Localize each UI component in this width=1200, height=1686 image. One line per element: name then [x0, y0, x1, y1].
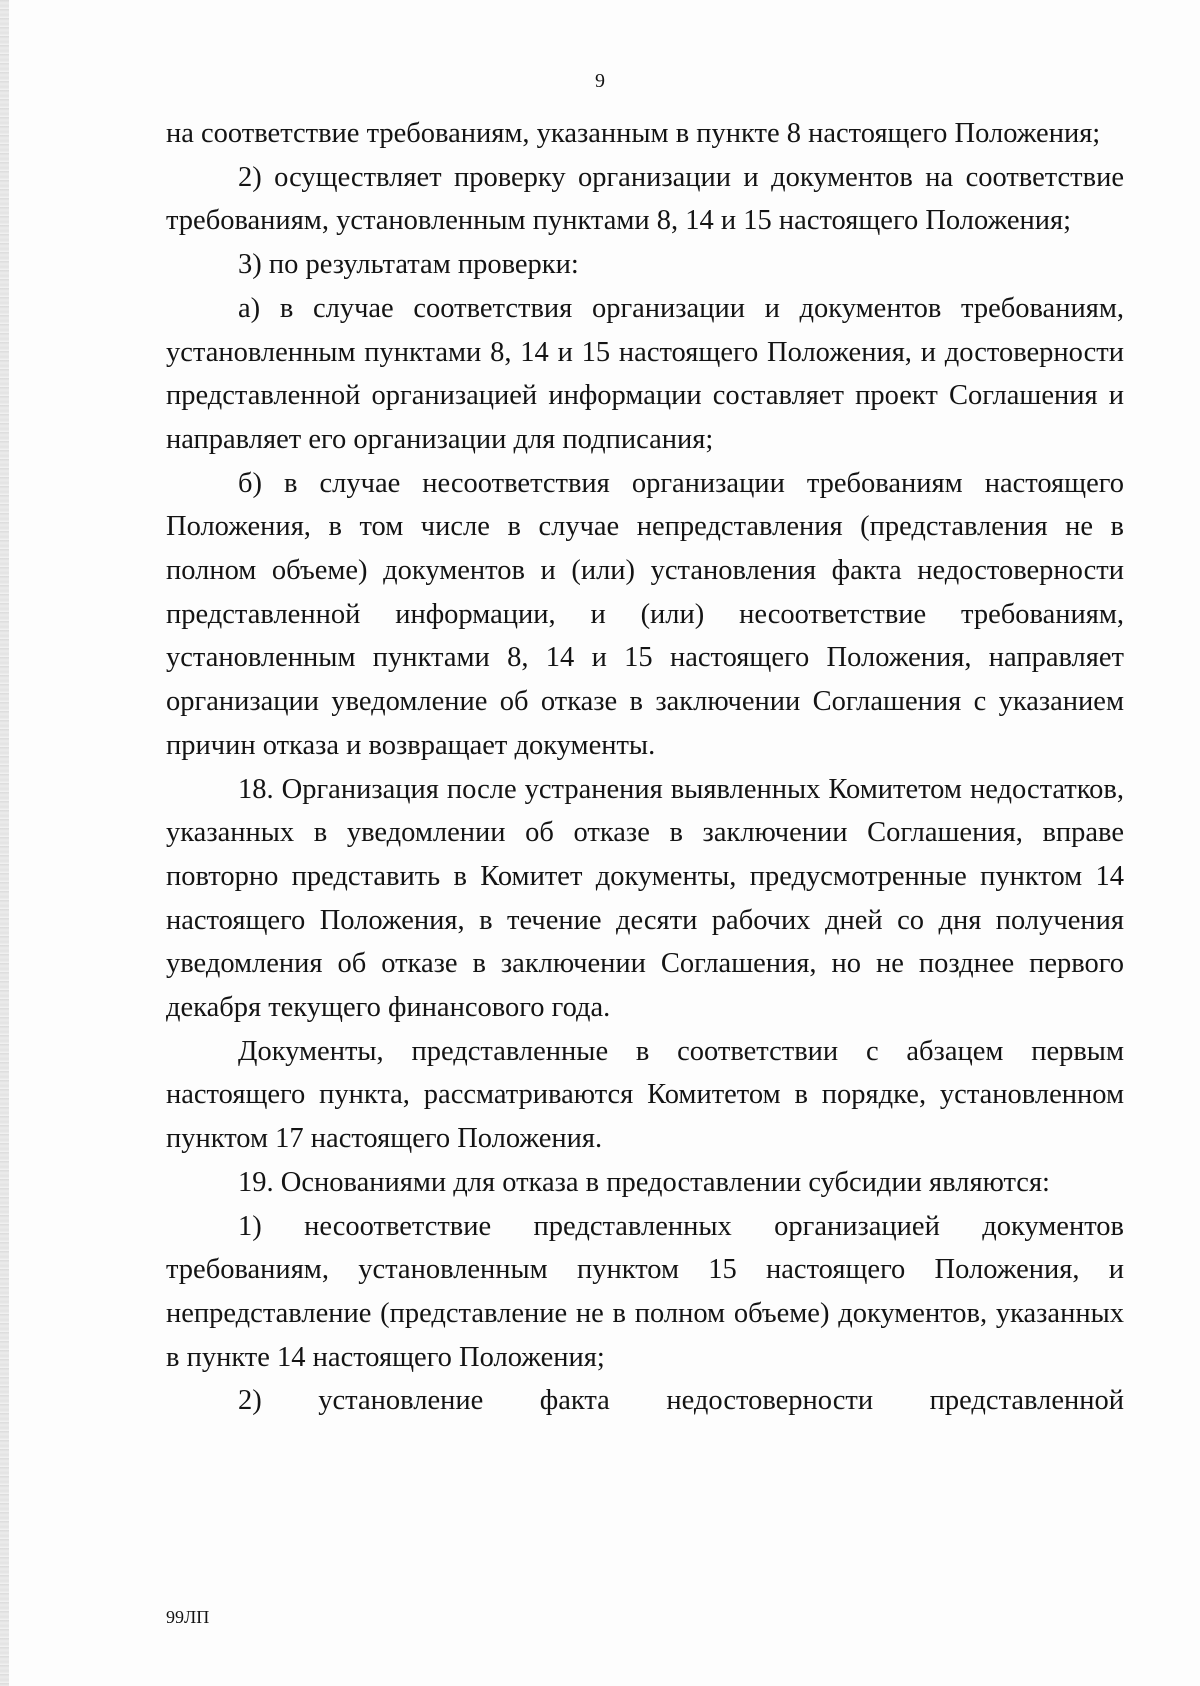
paragraph: а) в случае соответствия организации и документов требованиям, установленным пунктами 8, 14 и 15 настоящего Положения, и достоверности представленной организацией информации составляет проект Соглашения и направляет его организации для подписания;: [166, 292, 1124, 455]
paragraph: 3) по результатам проверки:: [238, 249, 579, 281]
paragraph: Документы, представленные в соответствии с абзацем первым настоящего пункта, рассматриваются Комитетом в порядке, установленном пунктом 17 настоящего Положения.: [166, 1035, 1124, 1155]
paragraph: б) в случае несоответствия организации требованиям настоящего Положения, в том числе в случае непредставления (представления не в полном объеме) документов и (или) установления факта недостоверности представленной информации, и (или) несоответствие требованиям, установленным пунктами 8, 14 и 15 настоящего Положения, направляет организации уведомление об отказе в заключении Соглашения с указанием причин отказа и возвращает документы.: [166, 467, 1124, 761]
paragraph: 2) осуществляет проверку организации и документов на соответствие требованиям, установленным пунктами 8, 14 и 15 настоящего Положения;: [166, 161, 1124, 237]
page-number: 9: [595, 70, 605, 92]
document-body: [166, 112, 1124, 1423]
footer-document-code: 99ЛП: [166, 1607, 210, 1627]
paragraph: на соответствие требованиям, указанным в пункте 8 настоящего Положения;: [166, 118, 1101, 149]
paragraph: 18. Организация после устранения выявленных Комитетом недостатков, указанных в уведомлении об отказе в заключении Соглашения, вправе повторно представить в Комитет документы, предусмотренные пунктом 14 настоящего Положения, в течение десяти рабочих дней со дня получения уведомления об отказе в заключении Соглашения, но не позднее первого декабря текущего финансового года.: [166, 773, 1124, 1024]
paragraph: 19. Основаниями для отказа в предоставлении субсидии являются:: [238, 1166, 1050, 1198]
paragraph: 2) установление факта недостоверности представленной: [238, 1385, 1124, 1417]
paragraph: 1) несоответствие представленных организацией документов требованиям, установленным пунктом 15 настоящего Положения, и непредставление (представление не в полном объеме) документов, указанных в пункте 14 настоящего Положения;: [166, 1210, 1124, 1373]
scan-edge: [0, 0, 9, 1686]
